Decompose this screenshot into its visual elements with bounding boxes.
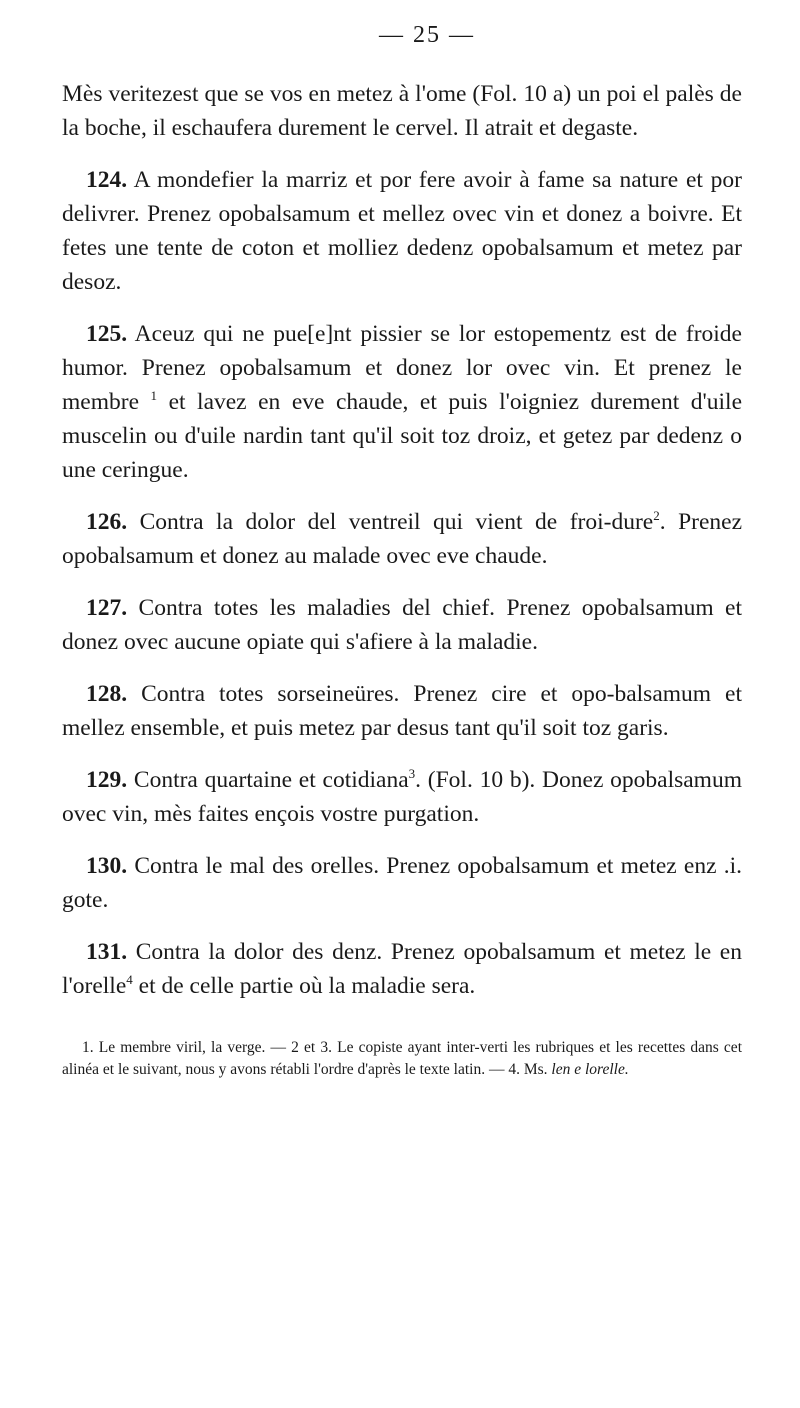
recipe-125 bbox=[62, 317, 742, 487]
recipe-text: Contra le mal des orelles. Prenez opobalsamum et metez enz .i. gote. bbox=[62, 853, 743, 913]
footnote-ref: 2 bbox=[653, 508, 660, 524]
page bbox=[62, 22, 742, 1081]
recipe-129 bbox=[62, 763, 742, 831]
recipe-text-cont: . Prenez opobalsamum et donez au malade ovec eve chaude. bbox=[62, 509, 742, 569]
recipe-number: 127. bbox=[86, 595, 128, 621]
recipe-text: A mondefier la marriz et por fere avoir à fame sa nature et por delivrer. Prenez opobalsamum et mellez ovec vin et donez a boivre. Et fetes une tente de coton et molliez dedenz opobalsamum et metez par desoz. bbox=[62, 167, 742, 295]
page-number: — 25 — bbox=[379, 22, 475, 48]
recipe-number: 125. bbox=[86, 321, 128, 347]
footnotes-italic: len e lorelle. bbox=[551, 1061, 629, 1078]
recipe-130 bbox=[62, 849, 742, 917]
recipe-number: 126. bbox=[86, 509, 128, 535]
recipe-text: Contra totes sorseineüres. Prenez cire et opo-balsamum et mellez ensemble, et puis metez par desus tant qu'il soit toz garis. bbox=[62, 681, 742, 741]
recipe-text-cont: et lavez en eve chaude, et puis l'oigniez durement d'uile muscelin ou d'uile nardin tant qu'il soit toz droiz, et getez par dedenz o une ceringue. bbox=[62, 389, 743, 483]
recipe-number: 129. bbox=[86, 767, 128, 793]
recipe-text: Contra la dolor des denz. Prenez opobalsamum et metez le en l'orelle bbox=[62, 939, 742, 999]
paragraph-text: Mès veritezest que se vos en metez à l'ome (Fol. 10 a) un poi el palès de la boche, il eschaufera durement le cervel. Il atrait et degaste. bbox=[62, 81, 742, 141]
recipe-text-cont: et de celle partie où la maladie sera. bbox=[138, 973, 476, 999]
recipe-number: 131. bbox=[86, 939, 128, 965]
footnote-ref: 1 bbox=[150, 388, 158, 404]
footnote-ref: 4 bbox=[126, 972, 133, 988]
recipe-number: 124. bbox=[86, 167, 128, 193]
recipe-text-cont: . (Fol. 10 b). Donez opobalsamum ovec vin, mès faites ençois vostre purgation. bbox=[62, 767, 742, 827]
recipe-124 bbox=[62, 163, 742, 299]
paragraph-continuation bbox=[62, 77, 742, 145]
footnotes-text: 1. Le membre viril, la verge. — 2 et 3. Le copiste ayant inter-verti les rubriques et les recettes dans cet alinéa et le suivant, nous y avons rétabli l'ordre d'après le texte latin. — 4. Ms. bbox=[62, 1039, 742, 1078]
recipe-text: Contra totes les maladies del chief. Prenez opobalsamum et donez ovec aucune opiate qui s'afiere à la maladie. bbox=[62, 595, 743, 655]
recipe-number: 130. bbox=[86, 853, 128, 879]
recipe-number: 128. bbox=[86, 681, 128, 707]
recipe-text: Contra quartaine et cotidiana bbox=[133, 767, 409, 793]
recipe-text: Aceuz qui ne pue[e]nt pissier se lor estopementz est de froide humor. Prenez opobalsamum et donez lor ovec vin. Et prenez le membre bbox=[62, 321, 742, 415]
recipe-126 bbox=[62, 505, 742, 573]
footnote-ref: 3 bbox=[408, 766, 416, 782]
recipe-127 bbox=[62, 591, 742, 659]
footnotes bbox=[62, 1037, 742, 1081]
recipe-128 bbox=[62, 677, 742, 745]
recipe-text: Contra la dolor del ventreil qui vient de froi-dure bbox=[139, 509, 654, 535]
recipe-131 bbox=[62, 935, 742, 1003]
